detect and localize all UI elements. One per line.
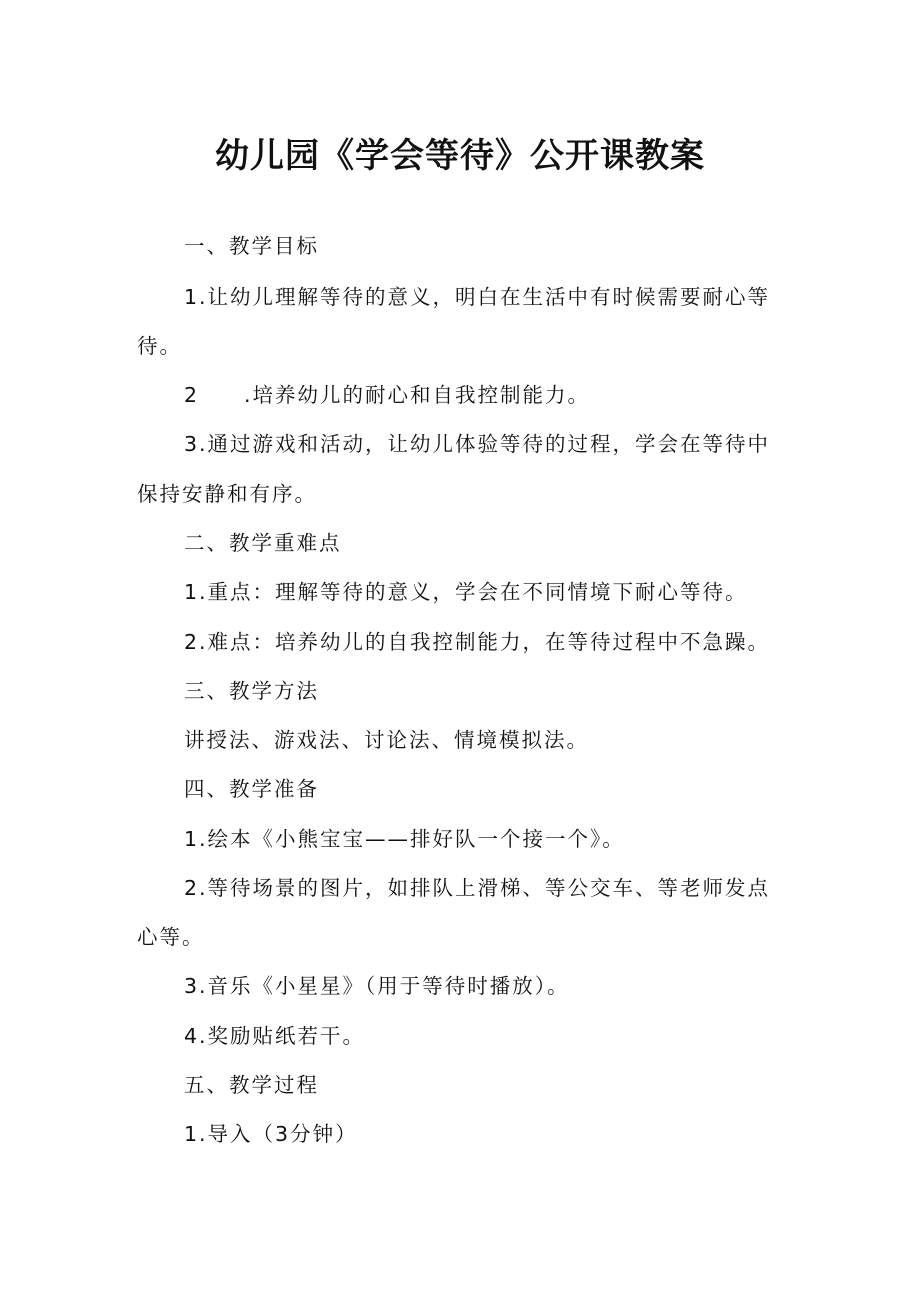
paragraph-line: 待。 (137, 334, 182, 358)
paragraph-line: 3.通过游戏和活动，让幼儿体验等待的过程，学会在等待中 (184, 432, 771, 456)
paragraph-line: 2.难点：培养幼儿的自我控制能力，在等待过程中不急躁。 (184, 630, 771, 654)
paragraph-line: 1.绘本《小熊宝宝——排好队一个接一个》。 (184, 827, 625, 851)
paragraph-line: 1.重点：理解等待的意义，学会在不同情境下耐心等待。 (184, 580, 748, 604)
section-heading-process: 五、教学过程 (184, 1073, 319, 1097)
paragraph-line: 3.音乐《小星星》（用于等待时播放）。 (184, 974, 570, 998)
paragraph-line: 4.奖励贴纸若干。 (184, 1024, 366, 1048)
paragraph-line: 保持安静和有序。 (137, 482, 317, 506)
paragraph-line: 2 .培养幼儿的耐心和自我控制能力。 (184, 383, 591, 407)
paragraph-line: 讲授法、游戏法、讨论法、情境模拟法。 (184, 728, 589, 752)
section-heading-objectives: 一、教学目标 (184, 234, 319, 258)
section-heading-preparation: 四、教学准备 (184, 777, 319, 801)
paragraph-line: 2.等待场景的图片，如排队上滑梯、等公交车、等老师发点 (184, 876, 771, 900)
section-heading-methods: 三、教学方法 (184, 679, 319, 703)
paragraph-line: 1.导入（3分钟） (184, 1122, 358, 1146)
paragraph-line: 1.让幼儿理解等待的意义，明白在生活中有时候需要耐心等 (184, 285, 771, 309)
section-heading-key-points: 二、教学重难点 (184, 531, 342, 555)
document-title: 幼儿园《学会等待》公开课教案 (215, 136, 705, 176)
paragraph-line: 心等。 (137, 925, 205, 949)
